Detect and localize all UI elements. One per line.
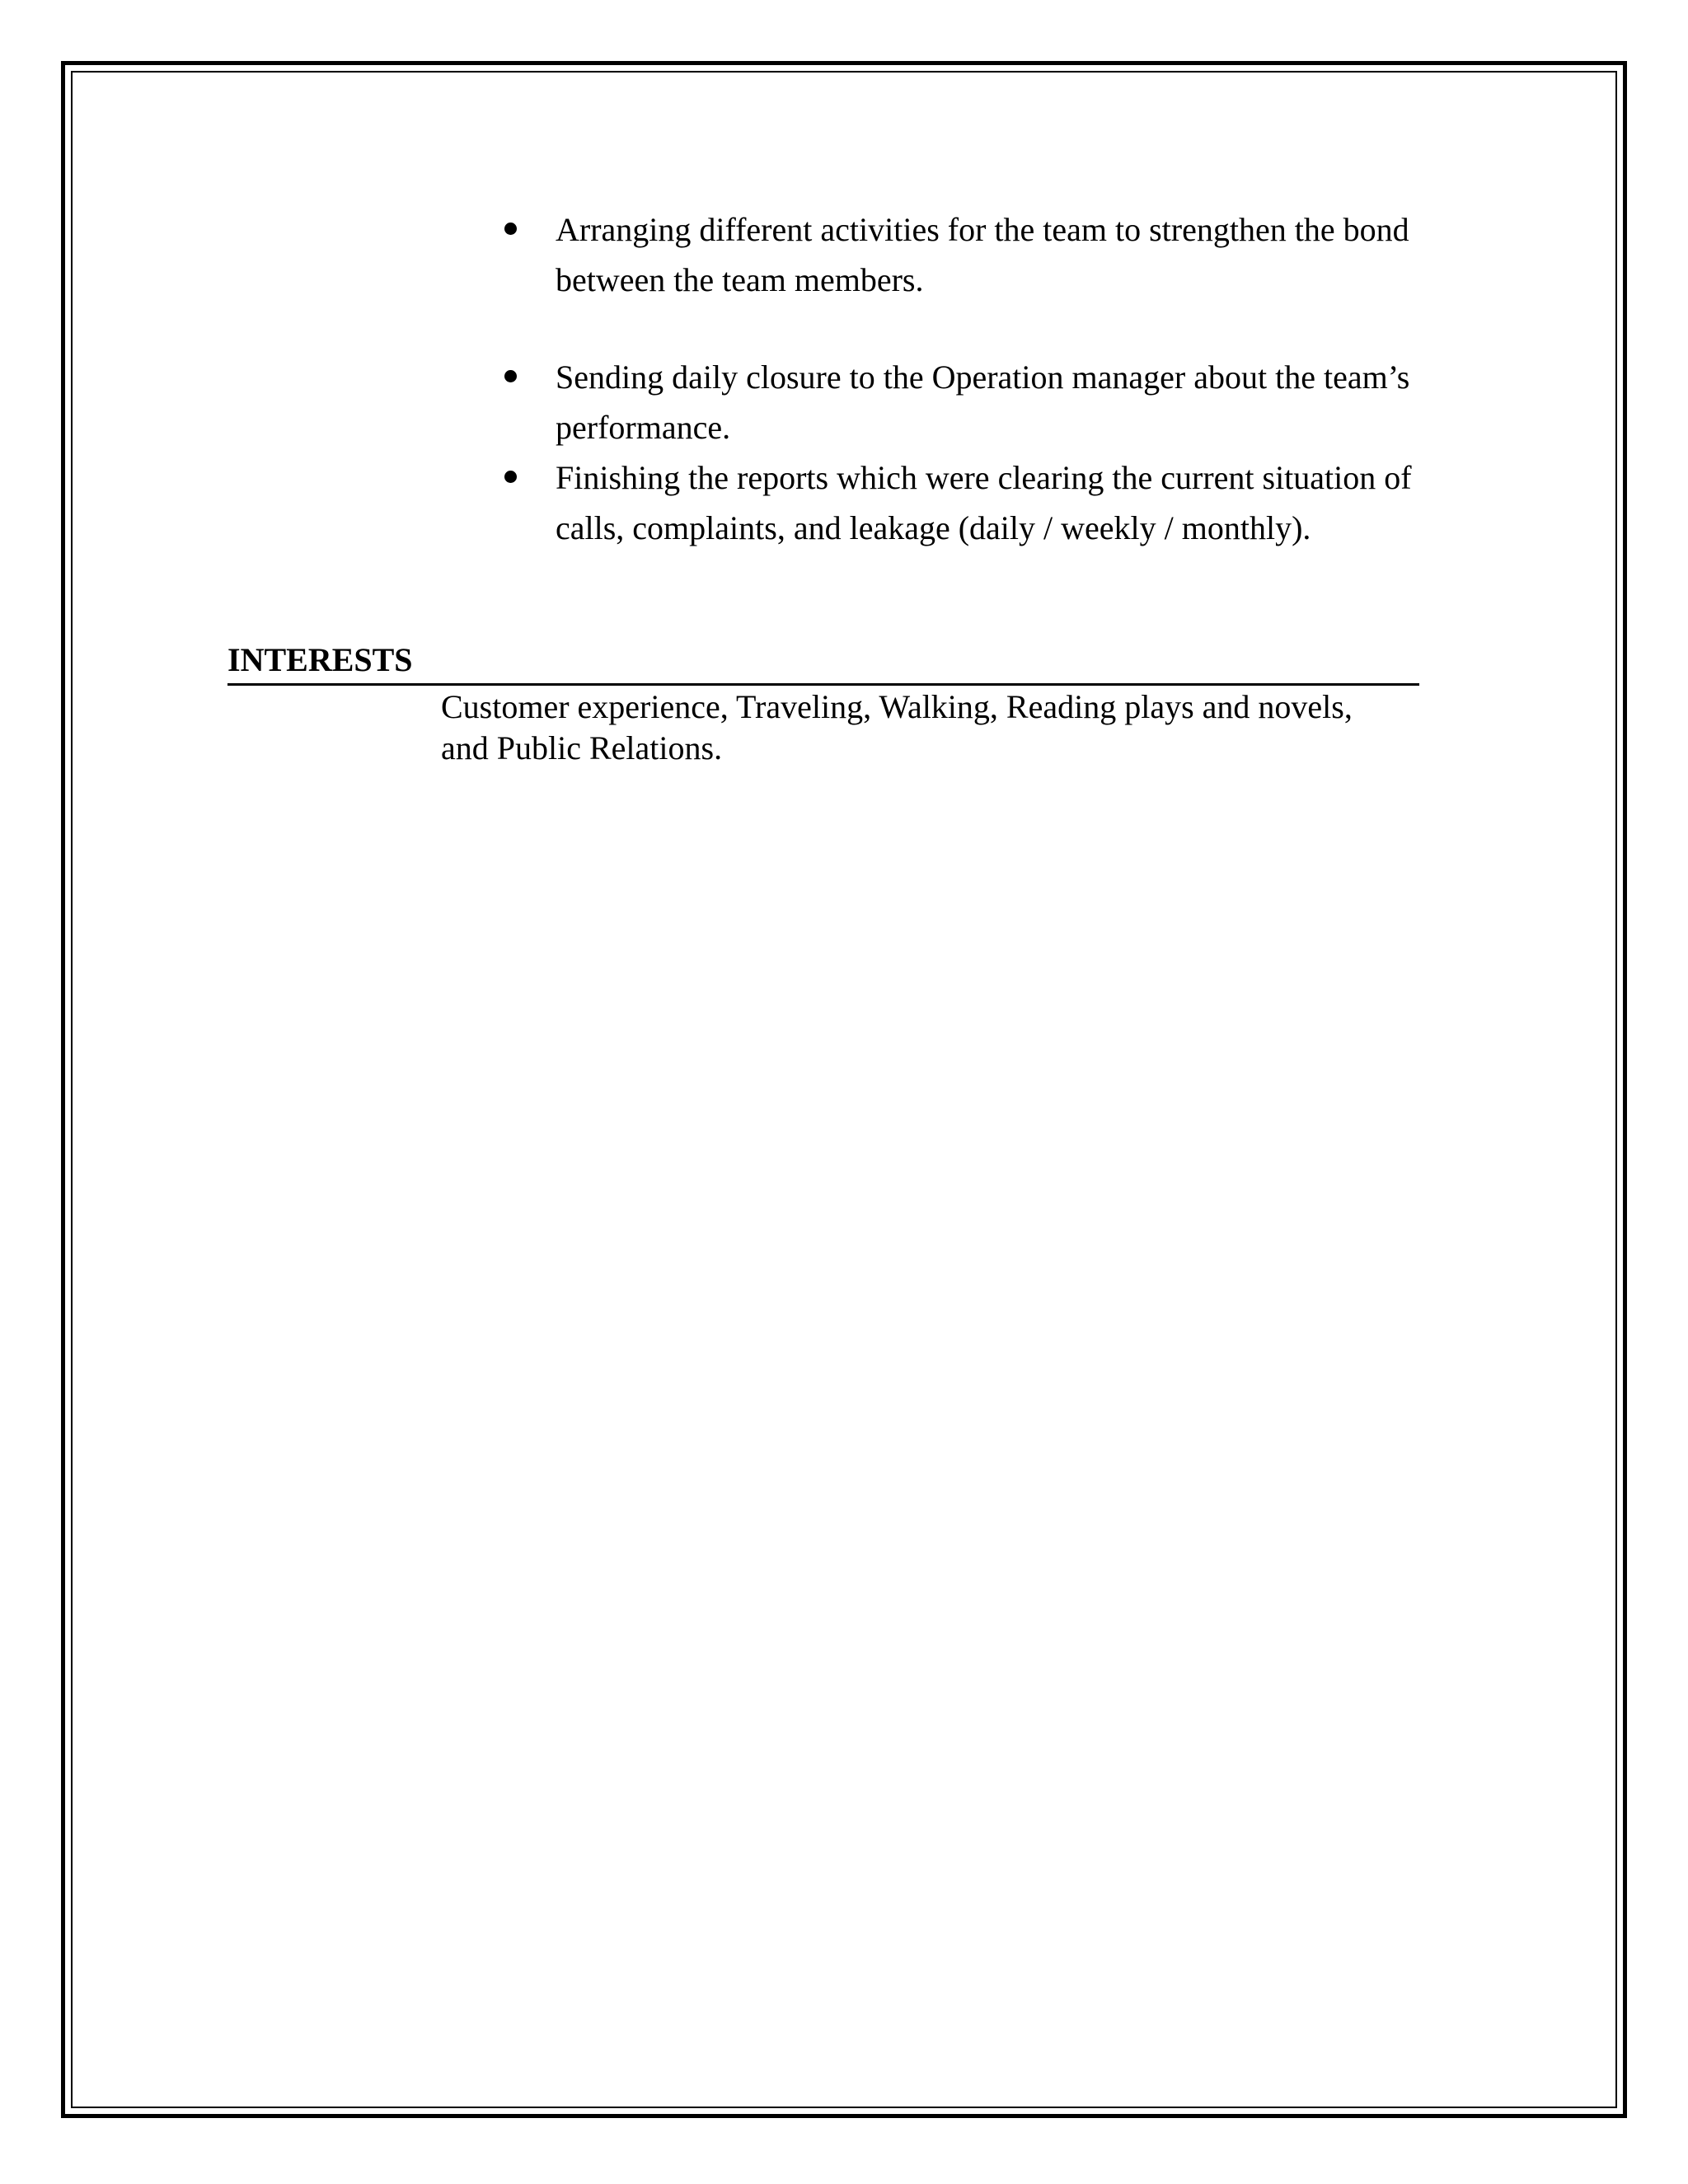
- responsibilities-list: [504, 204, 1426, 553]
- list-item-text: Finishing the reports which were clearing the current situation of calls, complaints, and leakage (daily / weekly / monthly).: [556, 459, 1412, 546]
- list-item: [504, 352, 1426, 452]
- list-item: [504, 452, 1426, 553]
- list-item-text: Arranging different activities for the team to strengthen the bond between the team members.: [556, 211, 1409, 298]
- bullet-icon: [504, 370, 517, 382]
- list-item: [504, 204, 1426, 305]
- interests-text: Customer experience, Traveling, Walking, Reading plays and novels, and Public Relations.: [441, 688, 1353, 766]
- interests-heading: INTERESTS: [227, 640, 1419, 686]
- bullet-icon: [504, 471, 517, 483]
- bullet-icon: [504, 223, 517, 235]
- list-item-text: Sending daily closure to the Operation manager about the team’s performance.: [556, 359, 1410, 446]
